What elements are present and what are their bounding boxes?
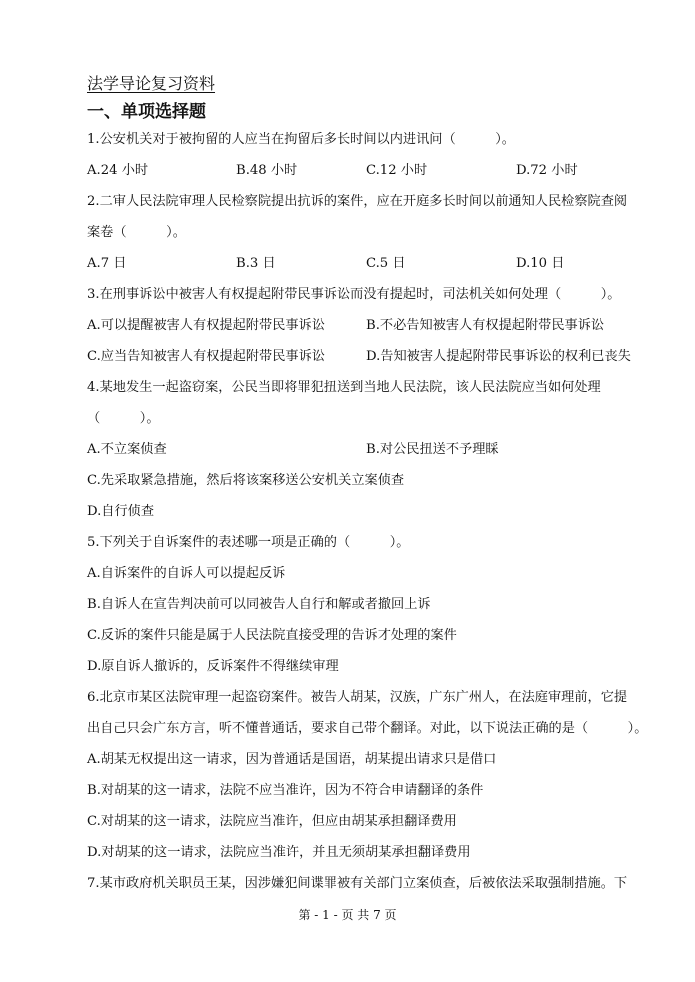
question-2-option-d: D.10 日 bbox=[516, 256, 565, 271]
question-1-option-d: D.72 小时 bbox=[516, 163, 578, 178]
question-6-option-d: D.对胡某的这一请求，法院应当准许，并且无须胡某承担翻译费用 bbox=[87, 845, 471, 860]
question-6-option-a: A.胡某无权提出这一请求，因为普通话是国语，胡某提出请求只是借口 bbox=[87, 752, 497, 767]
question-1-option-b: B.48 小时 bbox=[236, 163, 298, 178]
question-3-option-a: A.可以提醒被害人有权提起附带民事诉讼 bbox=[87, 318, 325, 333]
question-5-option-c: C.反诉的案件只能是属于人民法院直接受理的告诉才处理的案件 bbox=[87, 628, 457, 643]
question-4-option-a: A.不立案侦查 bbox=[87, 442, 167, 457]
page-number-footer: 第 - 1 - 页 共 7 页 bbox=[298, 908, 397, 922]
question-5-option-d: D.原自诉人撤诉的，反诉案件不得继续审理 bbox=[87, 659, 339, 674]
question-3-option-d: D.告知被害人提起附带民事诉讼的权利已丧失 bbox=[366, 349, 631, 364]
question-2-option-c: C.5 日 bbox=[366, 256, 406, 271]
question-4-stem: 4.某地发生一起盗窃案，公民当即将罪犯扭送到当地人民法院，该人民法院应当如何处理 bbox=[87, 380, 601, 395]
question-7-stem: 7.某市政府机关职员王某，因涉嫌犯间谍罪被有关部门立案侦查，后被依法采取强制措施。下 bbox=[87, 876, 628, 891]
question-1-stem: 1.公安机关对于被拘留的人应当在拘留后多长时间以内进讯问（ ）。 bbox=[87, 132, 515, 147]
question-5-stem: 5.下列关于自诉案件的表述哪一项是正确的（ ）。 bbox=[87, 535, 410, 550]
question-2-option-a: A.7 日 bbox=[87, 256, 127, 271]
question-1-option-c: C.12 小时 bbox=[366, 163, 428, 178]
question-4-stem-continued: （ ）。 bbox=[87, 411, 160, 426]
question-5-option-a: A.自诉案件的自诉人可以提起反诉 bbox=[87, 566, 286, 581]
question-2-stem: 2.二审人民法院审理人民检察院提出抗诉的案件，应在开庭多长时间以前通知人民检察院查阅 bbox=[87, 194, 628, 209]
question-3-option-c: C.应当告知被害人有权提起附带民事诉讼 bbox=[87, 349, 325, 364]
question-6-stem: 6.北京市某区法院审理一起盗窃案件。被告人胡某，汉族，广东广州人，在法庭审理前，它提 bbox=[87, 690, 628, 705]
question-5-option-b: B.自诉人在宣告判决前可以同被告人自行和解或者撤回上诉 bbox=[87, 597, 431, 612]
question-6-option-b: B.对胡某的这一请求，法院不应当准许，因为不符合申请翻译的条件 bbox=[87, 783, 484, 798]
question-2-option-b: B.3 日 bbox=[236, 256, 276, 271]
question-4-option-d: D.自行侦查 bbox=[87, 504, 155, 519]
section-heading: 一、单项选择题 bbox=[87, 102, 206, 122]
question-4-option-b: B.对公民扭送不予理睬 bbox=[366, 442, 499, 457]
question-4-option-c: C.先采取紧急措施，然后将该案移送公安机关立案侦查 bbox=[87, 473, 405, 488]
document-title: 法学导论复习资料 bbox=[87, 74, 216, 93]
question-3-option-b: B.不必告知被害人有权提起附带民事诉讼 bbox=[366, 318, 605, 333]
question-6-option-c: C.对胡某的这一请求，法院应当准许，但应由胡某承担翻译费用 bbox=[87, 814, 457, 829]
question-3-stem: 3.在刑事诉讼中被害人有权提起附带民事诉讼而没有提起时，司法机关如何处理（ ）。 bbox=[87, 287, 621, 302]
question-6-stem-continued: 出自己只会广东方言，听不懂普通话，要求自己带个翻译。对此，以下说法正确的是（ ）。 bbox=[87, 721, 648, 736]
question-2-stem-continued: 案卷（ ）。 bbox=[87, 225, 186, 240]
question-1-option-a: A.24 小时 bbox=[87, 163, 149, 178]
